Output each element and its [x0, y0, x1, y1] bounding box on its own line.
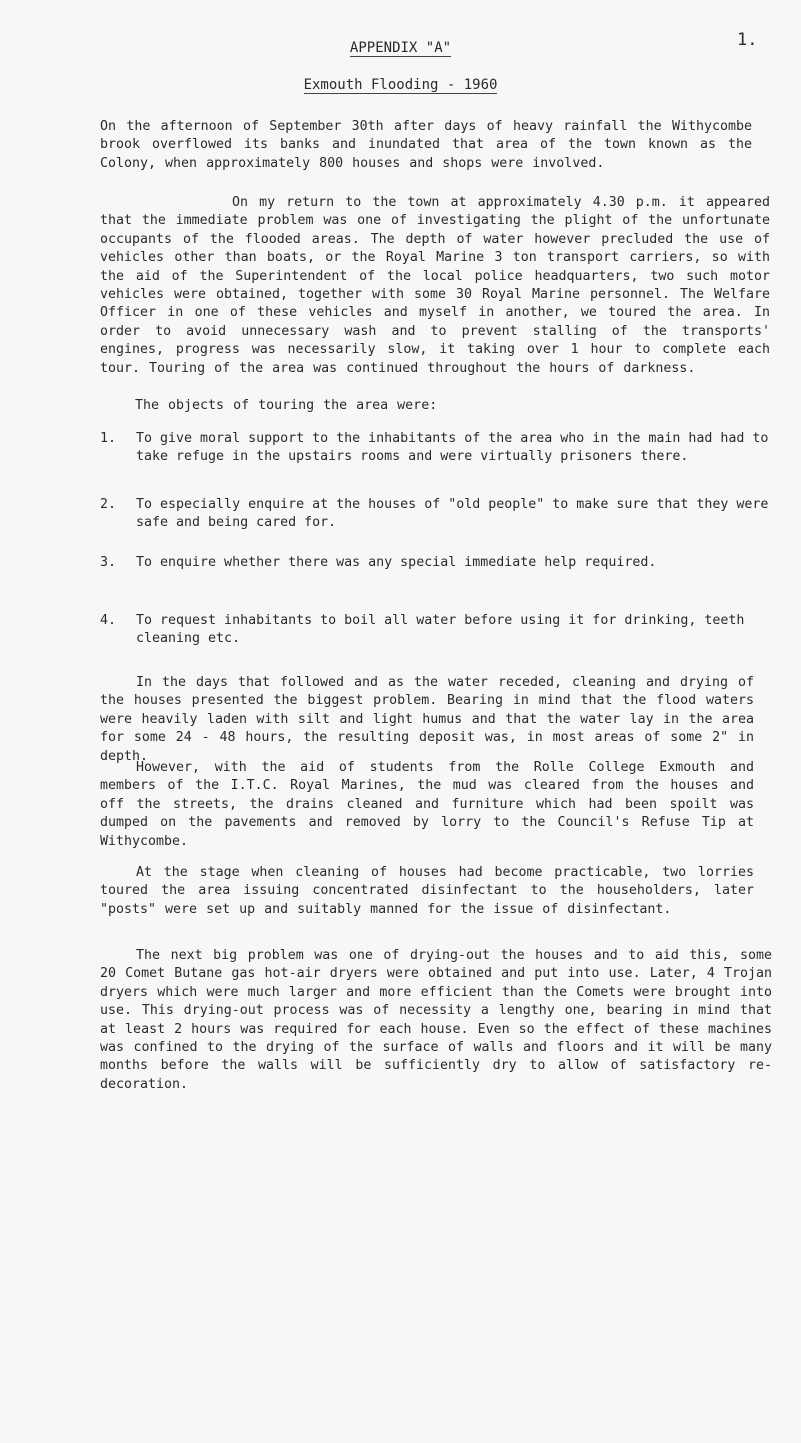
paragraph-cleaning-drying: In the days that followed and as the water receded, cleaning and drying of the houses presented the biggest problem. Bearing in mind that the flood waters were heavily laden with silt and light humus and that the water lay in the area for some 24 - 48 hours, the resulting deposit was, in most areas of some 2" in depth. [100, 675, 754, 764]
list-item [100, 554, 790, 594]
list-item [100, 612, 790, 652]
list-item [100, 430, 790, 486]
paragraph-tour-of-area: On my return to the town at approximately 4.30 p.m. it appeared that the immediate problem was one of investigating the plight of the unfortunate occupants of the flooded areas. The depth of water however precluded the use of vehicles other than boats, or the Royal Marine 3 ton transport carriers, so with the aid of the Superintendent of the local police headquarters, two such motor vehicles were obtained, together with some 30 Royal Marine personnel. The Welfare Officer in one of these vehicles and myself in another, we toured the area. In order to avoid unnecessary wash and to prevent stalling of the transports' engines, progress was necessarily slow, it taking over 1 hour to complete each tour. Touring of the area was continued throughout the hours of darkness. [100, 195, 770, 376]
paragraph-drying-out: The next big problem was one of drying-out the houses and to aid this, some 20 Comet Butane gas hot-air dryers were obtained and put into use. Later, 4 Trojan dryers which were much larger and more efficient than the Comets were brought into use. This drying-out process was of necessity a lengthy one, bearing in mind that at least 2 hours was required for each house. Even so the effect of these machines was confined to the drying of the surface of walls and floors and it will be many months before the walls will be sufficiently dry to allow of satisfactory re-decoration. [100, 948, 772, 1092]
paragraph-flood-event: On the afternoon of September 30th after days of heavy rainfall the Withycombe brook overflowed its banks and inundated that area of the town known as the Colony, when approximately 800 houses and shops were involved. [100, 119, 752, 171]
appendix-heading [0, 40, 801, 56]
list-item-text: To give moral support to the inhabitants of the area who in the main had had to take refuge in the upstairs rooms and were virtually prisoners there. [136, 431, 769, 465]
paragraph-mud-cleared: However, with the aid of students from the Rolle College Exmouth and members of the I.T.C. Royal Marines, the mud was cleared from the houses and off the streets, the drains cleaned and furniture which had been spoilt was dumped on the pavements and removed by lorry to the Council's Refuse Tip at Withycombe. [100, 760, 754, 849]
page-number: 1. [737, 30, 758, 50]
paragraph-disinfectant: At the stage when cleaning of houses had become practicable, two lorries toured the area issuing concentrated disinfectant to the householders, later "posts" were set up and suitably manned for the issue of disinfectant. [100, 865, 754, 917]
list-item-number: 1. [100, 431, 117, 446]
list-item [100, 496, 790, 536]
list-item-text: To request inhabitants to boil all water before using it for drinking, teeth cleaning etc. [136, 613, 745, 647]
list-item-text: To enquire whether there was any special immediate help required. [136, 555, 657, 570]
paragraph-objects-intro: The objects of touring the area were: [135, 398, 438, 413]
list-item-number: 3. [100, 555, 117, 570]
document-title-text: Exmouth Flooding - 1960 [303, 77, 498, 93]
list-item-number: 4. [100, 613, 117, 628]
list-item-number: 2. [100, 497, 117, 512]
list-item-text: To especially enquire at the houses of "old people" to make sure that they were safe and being cared for. [136, 497, 769, 531]
appendix-label: APPENDIX "A" [349, 40, 452, 56]
document-title [0, 77, 801, 93]
